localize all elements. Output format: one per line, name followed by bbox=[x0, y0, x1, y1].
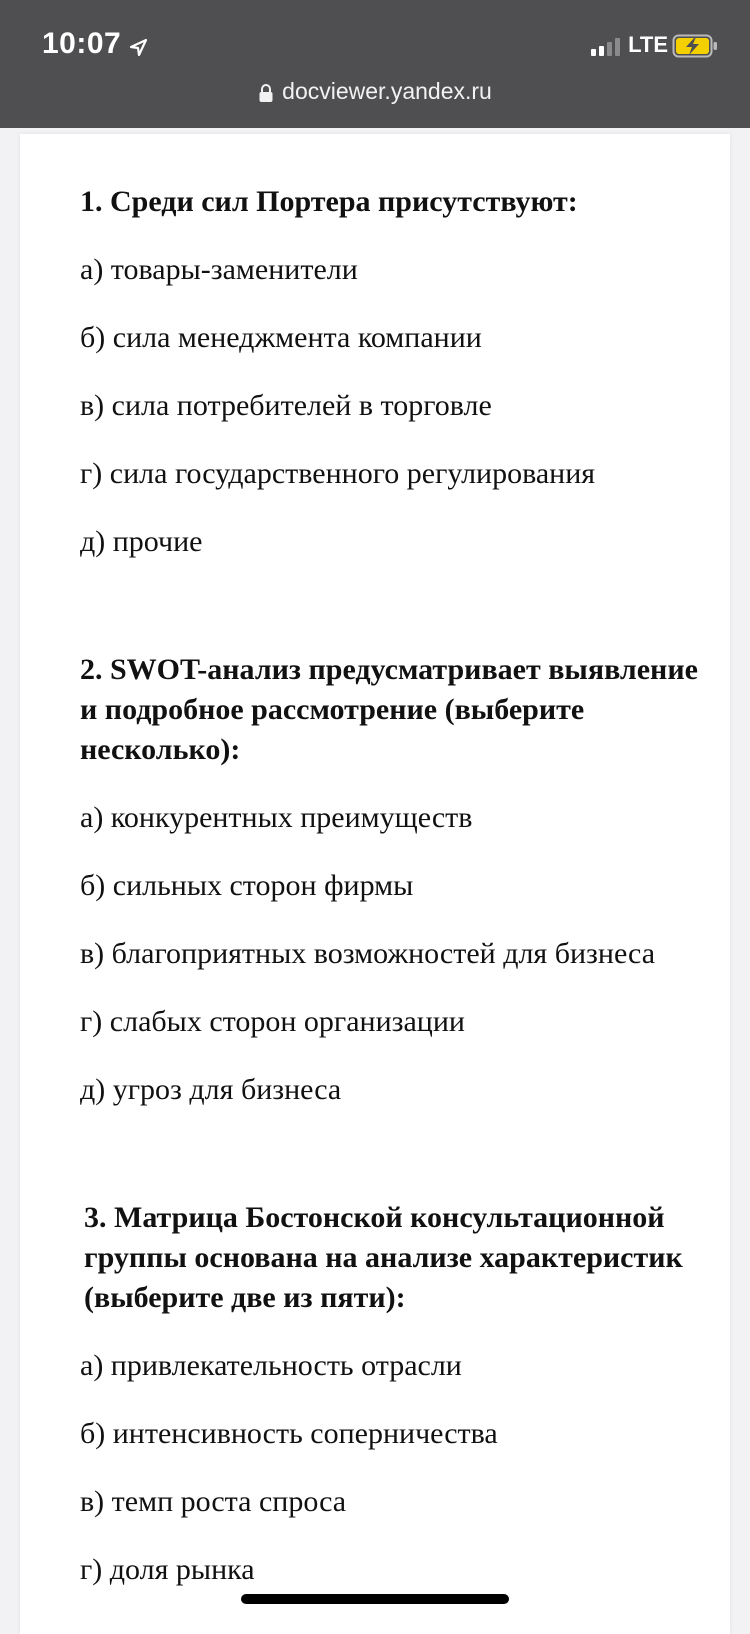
address-bar[interactable] bbox=[0, 78, 750, 105]
question-2-option-e: д) угроз для бизнеса bbox=[80, 1073, 342, 1106]
battery-charging-icon bbox=[672, 34, 720, 58]
question-1-option-a: а) товары-заменители bbox=[80, 253, 358, 286]
location-arrow-icon bbox=[127, 33, 149, 55]
question-3-option-c: в) темп роста спроса bbox=[80, 1485, 347, 1518]
question-2-option-b: б) сильных сторон фирмы bbox=[80, 869, 414, 902]
question-1-option-b: б) сила менеджмента компании bbox=[80, 321, 482, 354]
home-indicator[interactable] bbox=[241, 1594, 509, 1604]
question-2-option-c: в) благоприятных возможностей для бизнеса bbox=[80, 937, 656, 970]
question-1-option-d: г) сила государственного регулирования bbox=[80, 457, 596, 490]
question-3-option-d: г) доля рынка bbox=[80, 1553, 255, 1586]
question-1-option-e: д) прочие bbox=[80, 525, 203, 558]
question-2-title: 2. SWOT-анализ предусматривает выявление и подробное рассмотрение (выберите несколько): bbox=[80, 653, 698, 766]
question-2-option-a: а) конкурентных преимуществ bbox=[80, 801, 473, 834]
question-3-title: 3. Матрица Бостонской консультационной группы основана на анализе характеристик (выберите две из пяти): bbox=[84, 1201, 683, 1314]
network-type: LTE bbox=[628, 32, 668, 57]
question-1-title: 1. Среди сил Портера присутствуют: bbox=[80, 185, 578, 218]
question-1-option-c: в) сила потребителей в торговле bbox=[80, 389, 492, 422]
clock bbox=[42, 27, 149, 61]
url-text: docviewer.yandex.ru bbox=[282, 78, 492, 104]
time-label: 10:07 bbox=[42, 27, 122, 60]
lock-icon bbox=[258, 82, 274, 102]
document-page bbox=[20, 134, 730, 1634]
question-3-option-b: б) интенсивность соперничества bbox=[80, 1417, 498, 1450]
signal-strength-icon bbox=[591, 36, 620, 56]
status-bar bbox=[0, 0, 750, 128]
question-2-option-d: г) слабых сторон организации bbox=[80, 1005, 465, 1038]
question-3-option-a: а) привлекательность отрасли bbox=[80, 1349, 462, 1382]
